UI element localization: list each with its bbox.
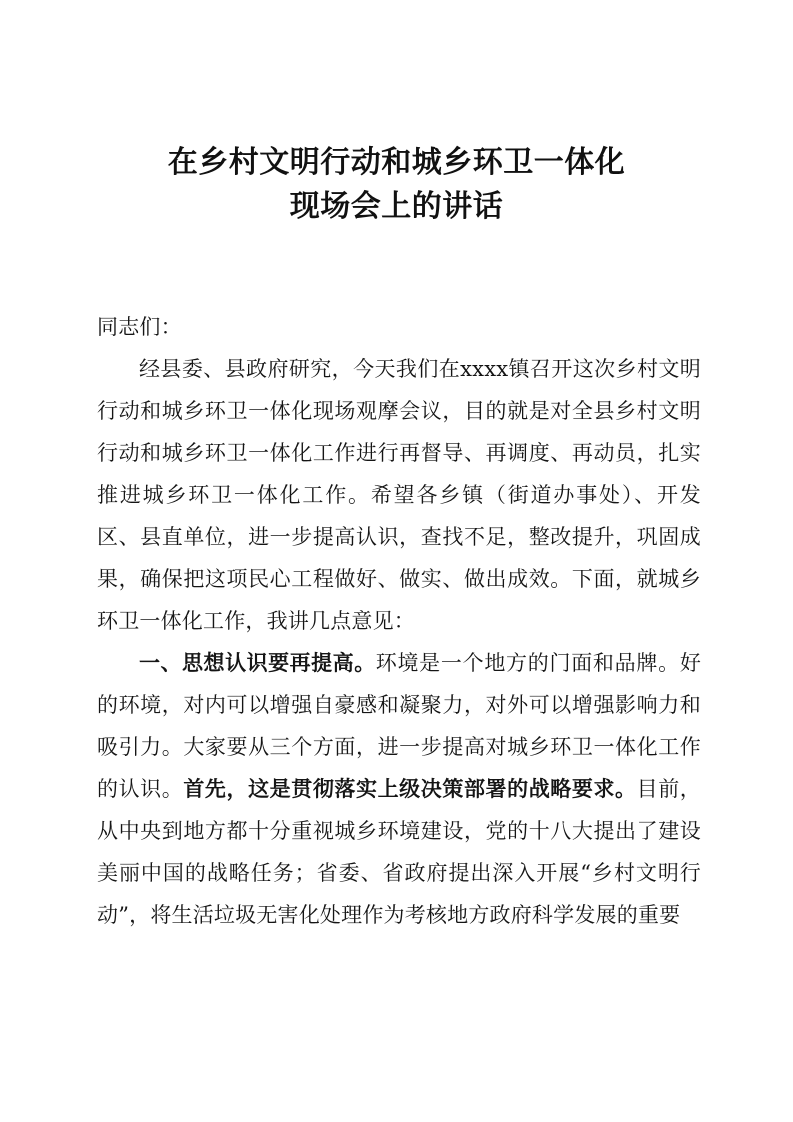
section-one-heading: 一、思想认识要再提高。 (139, 651, 376, 675)
section-one-paragraph (97, 642, 701, 936)
title-line-2: 现场会上的讲话 (289, 189, 504, 224)
section-one-text-before-emphasis: 环境是一个地方的门面和品牌。好的环境，对内可以增强自豪感和凝聚力，对外可以增强影响力和吸引力。大家要从三个方面，进一步提高对城乡环卫一体化工作的认识。 (97, 651, 702, 801)
document-body (97, 306, 701, 936)
title-line-1: 在乡村文明行动和城乡环卫一体化 (167, 145, 626, 180)
section-one-emphasis: 首先，这是贯彻落实上级决策部署的战略要求。 (183, 776, 637, 801)
section-one-text-after-emphasis: 目前，从中央到地方都十分重视城乡环境建设，党的十八大提出了建设美丽中国的战略任务；省委、省政府提出深入开展“乡村文明行动”，将生活垃圾无害化处理作为考核地方政府科学发展的重要 (97, 777, 701, 927)
salutation: 同志们： (97, 315, 182, 339)
paragraph-opening: 经县委、县政府研究，今天我们在xxxx镇召开这次乡村文明行动和城乡环卫一体化现场观摩会议，目的就是对全县乡村文明行动和城乡环卫一体化工作进行再督导、再调度、再动员，扎实推进城乡环卫一体化工作。希望各乡镇（街道办事处）、开发区、县直单位，进一步提高认识，查找不足，整改提升，巩固成果，确保把这项民心工程做好、做实、做出成效。下面，就城乡环卫一体化工作，我讲几点意见： (97, 357, 701, 633)
document-title (0, 141, 793, 229)
